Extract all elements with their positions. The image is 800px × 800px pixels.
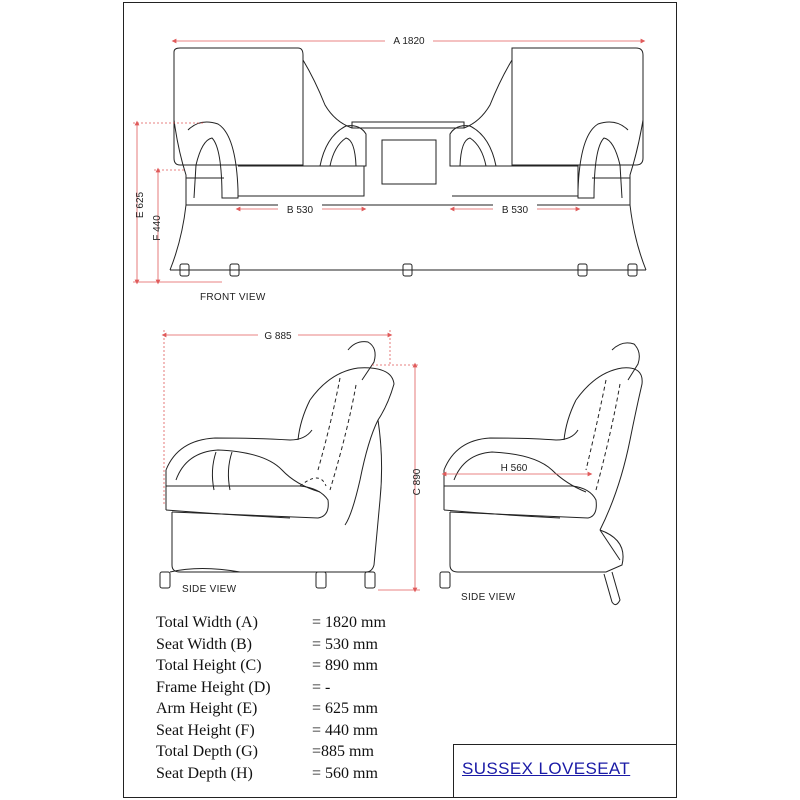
product-title: SUSSEX LOVESEAT bbox=[462, 759, 631, 778]
spec-label: Arm Height (E) bbox=[156, 700, 258, 717]
spec-value: =885 mm bbox=[312, 743, 374, 760]
dim-b-right-label: B 530 bbox=[501, 205, 529, 216]
spec-value: = 560 mm bbox=[312, 764, 378, 782]
specification-table bbox=[156, 612, 386, 784]
spec-label: Total Depth (G) bbox=[156, 743, 258, 760]
dim-f-label: F 440 bbox=[152, 215, 163, 241]
front-view bbox=[170, 48, 646, 276]
dim-a-label: A 1820 bbox=[393, 36, 425, 47]
spec-row bbox=[156, 741, 386, 763]
dim-h-label: H 560 bbox=[500, 463, 528, 474]
spec-value: = 890 mm bbox=[312, 657, 378, 674]
dim-b-left-label: B 530 bbox=[286, 205, 314, 216]
spec-label: Seat Depth (H) bbox=[156, 764, 253, 782]
spec-row bbox=[156, 720, 386, 742]
front-dimension-labels bbox=[135, 35, 537, 241]
left-middle-arch bbox=[320, 126, 366, 166]
title-block bbox=[453, 744, 677, 798]
back-post-right bbox=[612, 343, 639, 380]
spec-value: = 1820 mm bbox=[312, 614, 386, 631]
spec-row bbox=[156, 763, 386, 785]
dim-g-label: G 885 bbox=[264, 331, 292, 342]
middle-table-top bbox=[352, 122, 464, 128]
spec-label: Seat Height (F) bbox=[156, 721, 255, 739]
spec-row bbox=[156, 677, 386, 699]
spec-label: Frame Height (D) bbox=[156, 678, 271, 696]
left-arm-roll bbox=[188, 122, 238, 198]
middle-cabinet bbox=[382, 140, 436, 184]
right-arm-roll bbox=[578, 122, 628, 198]
side-view-left bbox=[160, 342, 394, 588]
front-dimensions bbox=[133, 41, 643, 282]
spec-value: = 530 mm bbox=[312, 635, 378, 653]
spec-label: Seat Width (B) bbox=[156, 635, 252, 653]
spec-label: Total Height (C) bbox=[156, 657, 262, 674]
spec-value: = 625 mm bbox=[312, 700, 378, 717]
dim-e-label: E 625 bbox=[135, 191, 146, 219]
spec-row bbox=[156, 698, 386, 720]
left-back-cushion bbox=[174, 48, 303, 165]
spec-row bbox=[156, 634, 386, 656]
dim-c-label: C 890 bbox=[412, 468, 423, 496]
back-post bbox=[348, 342, 375, 380]
side-view-right-label: SIDE VIEW bbox=[461, 592, 516, 603]
side-view-left-label: SIDE VIEW bbox=[182, 584, 237, 595]
spec-label: Total Width (A) bbox=[156, 614, 258, 631]
right-middle-arch bbox=[450, 126, 496, 166]
right-back-sweep bbox=[464, 60, 512, 128]
spec-row bbox=[156, 655, 386, 677]
left-back-sweep bbox=[303, 60, 352, 128]
right-back-cushion bbox=[512, 48, 643, 165]
spec-value: = - bbox=[312, 678, 331, 696]
spec-row bbox=[156, 612, 386, 634]
front-view-label: FRONT VIEW bbox=[200, 292, 266, 303]
left-seat-cushion bbox=[238, 166, 364, 196]
spec-value: = 440 mm bbox=[312, 721, 378, 739]
right-seat-cushion bbox=[452, 166, 578, 196]
